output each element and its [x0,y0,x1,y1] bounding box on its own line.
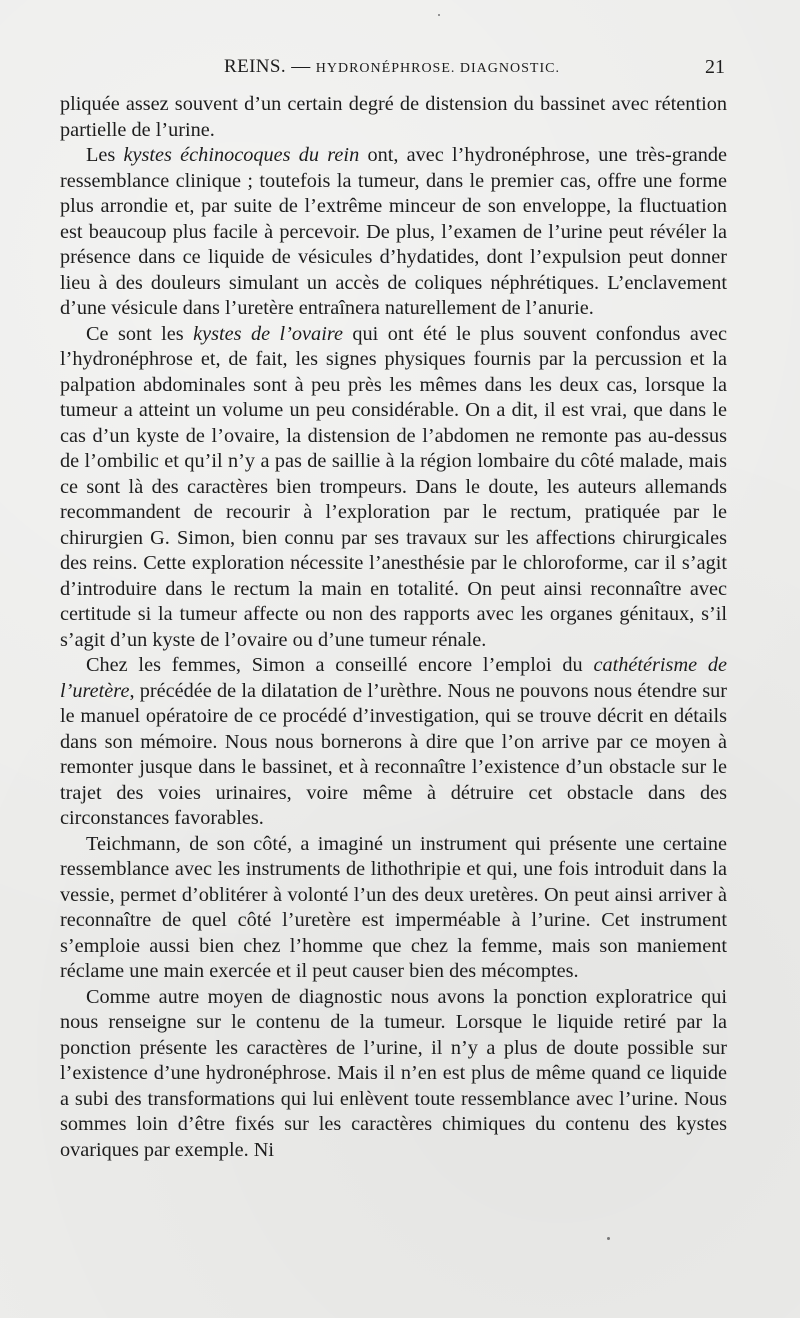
paragraph [60,985,727,1164]
text-run: Comme autre moyen de diagnostic nous avons la ponction exploratrice qui nous renseigne sur le contenu de la tumeur. Lorsque le liquide retiré par la ponction présente les caractères de l’urine, il n’y a plus de doute possible sur l’existence d’une hydronéphrose. Mais il n’en est plus de même quand ce liquide a subi des transformations qui lui enlèvent toute ressemblance avec l’urine. Nous sommes loin d’être fixés sur les caractères chimiques du contenu des kystes ovariques par exemple. Ni [60,985,727,1161]
italic-term: cathétérisme de l’uretère [60,654,728,702]
text-run: pliquée assez souvent d’un certain degré de distension du bassinet avec rétention partielle de l’urine. [60,93,727,141]
text-run: Les [86,144,124,166]
page-number: 21 [705,56,725,78]
header-subtitle: HYDRONÉPHROSE. DIAGNOSTIC. [315,61,560,76]
paragraph [60,832,727,985]
paper-speck [438,14,440,16]
paragraph [60,653,727,832]
text-run: Chez les femmes, Simon a conseillé encore l’emploi du [86,654,594,676]
text-run: Ce sont les [86,322,194,345]
italic-term: kystes échinocoques du rein [123,144,360,166]
running-header [62,56,725,86]
running-title [224,56,560,78]
text-run: Teichmann, de son côté, a imaginé un instrument qui présente une certaine ressemblance avec les instruments de lithothripie et qui, une fois introduit dans la vessie, permet d’oblitérer à volonté l’un des deux uretères. On peut ainsi arriver à reconnaître de quel côté l’uretère est imperméable à l’urine. Cet instrument s’emploie aussi bien chez l’homme que chez la femme, mais son maniement réclame une main exercée et il peut causer bien des mécomptes. [60,832,727,982]
header-dash: — [291,56,311,77]
italic-term: kystes de l’ovaire [193,322,343,345]
paragraph [60,92,727,143]
text-run: qui ont été le plus souvent confondus avec l’hydronéphrose et, de fait, les signes physiques fournis par la percussion et la palpation abdominales sont à peu près les mêmes dans les deux cas, lorsque la tumeur a atteint un volume un peu considérable. On a dit, il est vrai, que dans le cas d’un kyste de l’ovaire, la distension de l’abdomen ne remonte pas au-dessus de l’ombilic et qu’il n’y a pas de saillie à la région lombaire du côté malade, mais ce sont là des caractères bien trompeurs. Dans le doute, les auteurs allemands recommandent de recourir à l’exploration par le rectum, pratiquée par le chirurgien G. Simon, bien connu par ses travaux sur les affections chirurgicales des reins. Cette exploration nécessite l’anesthésie par le chloroforme, car il s’agit d’introduire dans le rectum la main en totalité. On peut ainsi reconnaître avec certitude si la tumeur affecte ou non des rapports avec les organes génitaux, s’il s’agit d’un kyste de l’ovaire ou d’une tumeur rénale. [60,322,727,651]
paragraph [60,322,727,654]
text-run: ont, avec l’hydronéphrose, une très-grande ressemblance clinique ; toutefois la tumeur, dans le premier cas, offre une forme plus arrondie et, par suite de l’extrême minceur de son enveloppe, la fluctuation est beaucoup plus facile à percevoir. De plus, l’examen de l’urine peut révéler la présence dans ce liquide de vésicules d’hydatides, dont l’expulsion peut donner lieu à des douleurs simulant un accès de coliques néphrétiques. L’enclavement d’une vésicule dans l’uretère entraînera naturellement de l’anurie. [60,144,727,319]
paper-speck [607,1237,610,1240]
text-run: , précédée de la dilatation de l’urèthre. Nous ne pouvons nous étendre sur le manuel opératoire de ce procédé d’investigation, qui se trouve décrit en détails dans son mémoire. Nous nous bornerons à dire que l’on arrive par ce moyen à remonter jusque dans le bassinet, et à reconnaître l’existence d’un obstacle sur le trajet des voies urinaires, voire même à détruire cet obstacle dans des circonstances favorables. [60,679,727,829]
body-text [60,92,727,1163]
paragraph [60,143,727,322]
section-title: REINS. [224,56,287,77]
